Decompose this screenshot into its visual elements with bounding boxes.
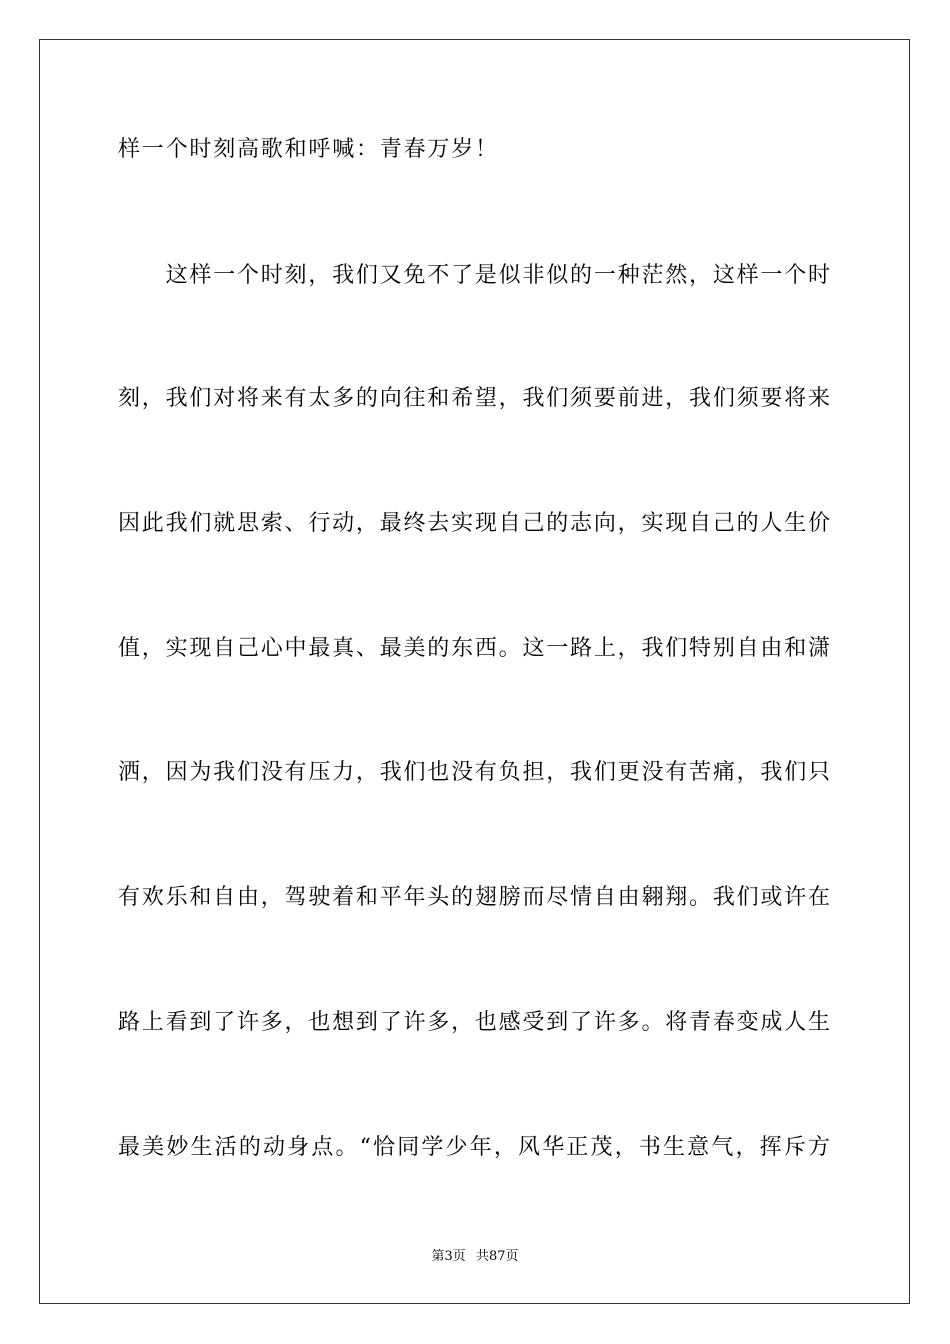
page-number: 第3页 (431, 1249, 466, 1264)
paragraph-line-6: 洒，因为我们没有压力，我们也没有负担，我们更没有苦痛，我们只 (118, 760, 830, 785)
paragraph-line-9: 最美妙生活的动身点。“恰同学少年，风华正茂，书生意气，挥斥方 (118, 1135, 830, 1160)
page-border (39, 39, 910, 1304)
paragraph-line-1: 样一个时刻高歌和呼喊：青春万岁！ (118, 137, 499, 162)
paragraph-line-8: 路上看到了许多，也想到了许多，也感受到了许多。将青春变成人生 (118, 1010, 830, 1035)
paragraph-line-3: 刻，我们对将来有太多的向往和希望，我们须要前进，我们须要将来 (118, 386, 830, 411)
page-footer (0, 1248, 950, 1266)
paragraph-line-2: 这样一个时刻，我们又免不了是似非似的一种茫然，这样一个时 (118, 263, 830, 288)
paragraph-line-7: 有欢乐和自由，驾驶着和平年头的翅膀而尽情自由翱翔。我们或许在 (118, 885, 830, 910)
paragraph-line-5: 值，实现自己心中最真、最美的东西。这一路上，我们特别自由和潇 (118, 636, 830, 661)
page-total: 共87页 (475, 1249, 519, 1264)
paragraph-line-4: 因此我们就思索、行动，最终去实现自己的志向，实现自己的人生价 (118, 511, 830, 536)
